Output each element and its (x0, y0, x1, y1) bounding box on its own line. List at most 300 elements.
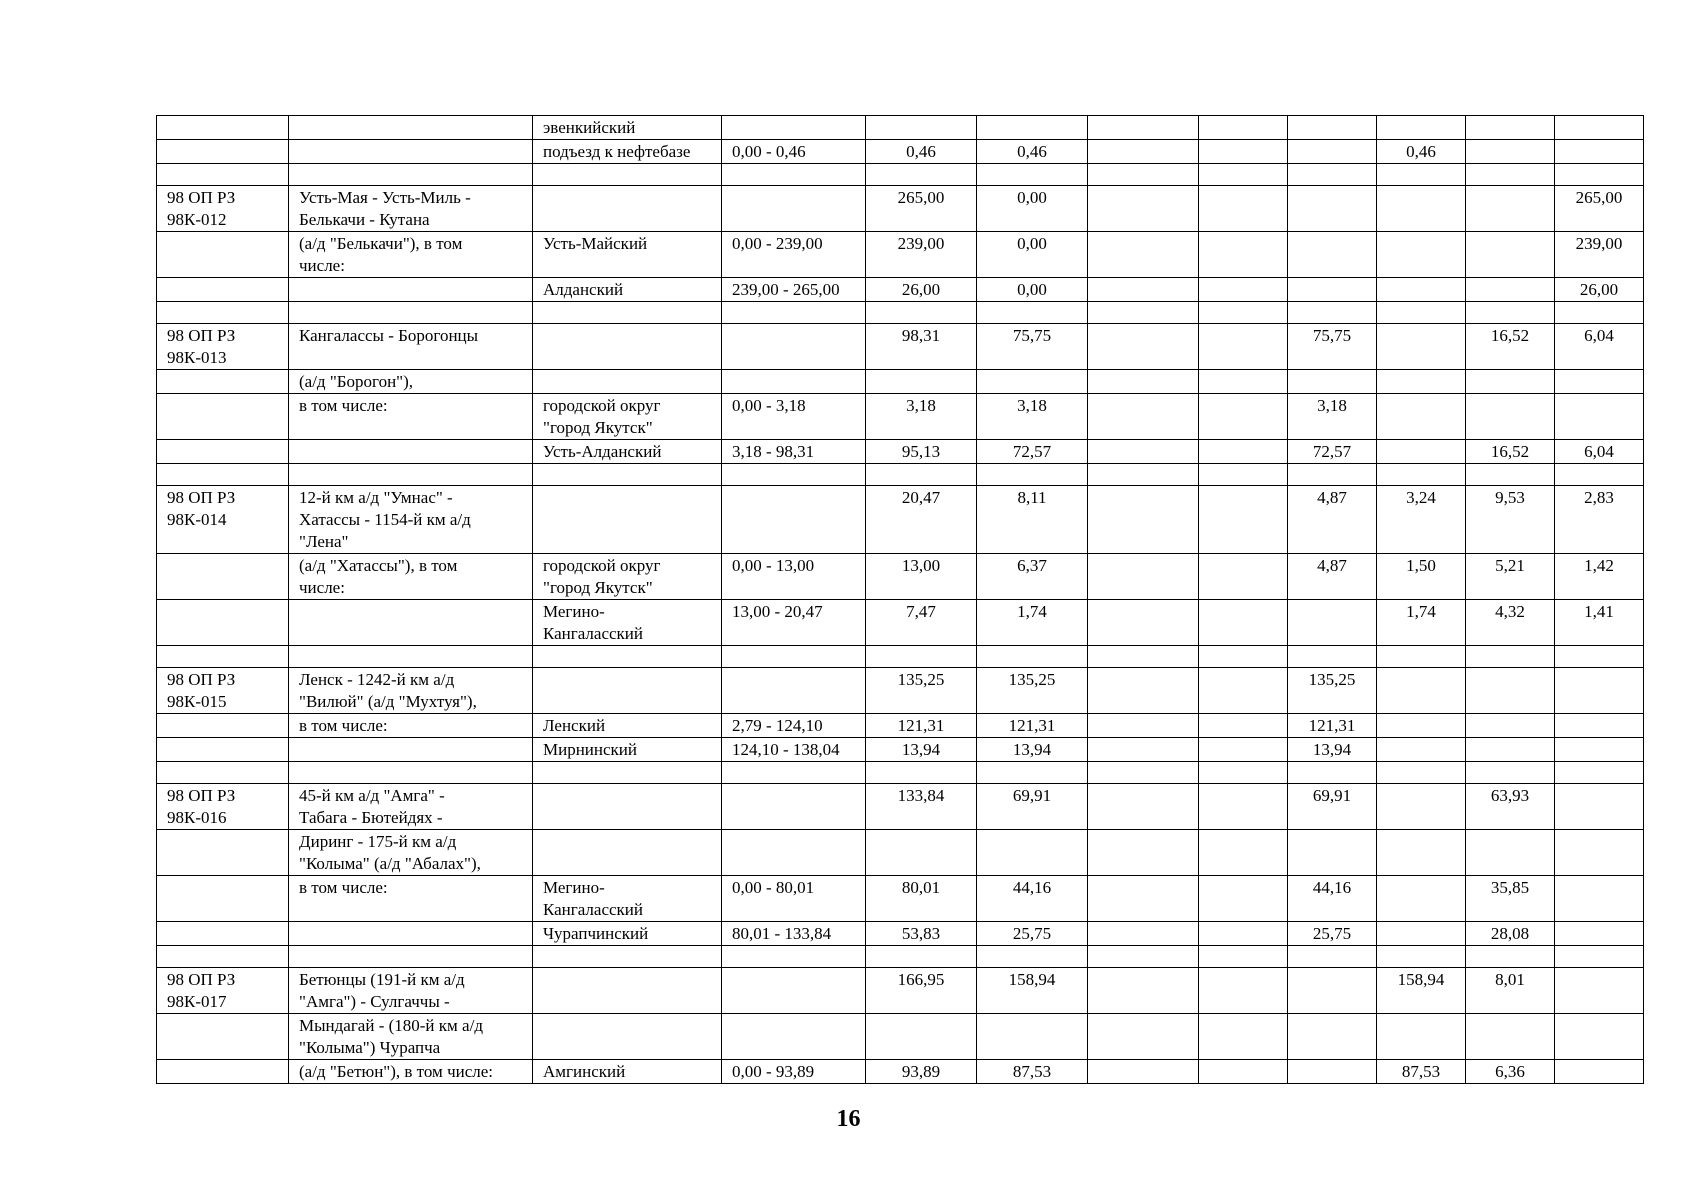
cell-road-id (157, 140, 289, 164)
cell-length-f (1466, 394, 1555, 440)
cell-road-id (157, 738, 289, 762)
cell-length-g (1555, 370, 1644, 394)
cell-road-id: 98 ОП РЗ 98К-016 (157, 784, 289, 830)
cell-length-e (1377, 784, 1466, 830)
cell-length-d (1288, 968, 1377, 1014)
cell-km-range (722, 830, 866, 876)
cell-road-name (289, 278, 533, 302)
cell-length-d (1288, 302, 1377, 324)
cell-length-b (1088, 600, 1199, 646)
cell-road-id (157, 762, 289, 784)
cell-length-total: 26,00 (866, 278, 977, 302)
cell-district (533, 486, 722, 554)
cell-road-name (289, 922, 533, 946)
table-row (157, 922, 1644, 946)
cell-length-d: 4,87 (1288, 554, 1377, 600)
cell-length-f (1466, 738, 1555, 762)
cell-length-f (1466, 140, 1555, 164)
cell-length-a: 72,57 (977, 440, 1088, 464)
cell-length-c (1199, 324, 1288, 370)
cell-length-a: 0,00 (977, 278, 1088, 302)
cell-road-id (157, 646, 289, 668)
cell-length-d (1288, 186, 1377, 232)
table-spacer-row (157, 302, 1644, 324)
cell-length-a: 69,91 (977, 784, 1088, 830)
cell-district (533, 370, 722, 394)
cell-length-e (1377, 646, 1466, 668)
cell-length-d (1288, 232, 1377, 278)
cell-length-f: 35,85 (1466, 876, 1555, 922)
cell-road-name: (а/д "Хатассы"), в том числе: (289, 554, 533, 600)
cell-length-a (977, 370, 1088, 394)
cell-length-a: 0,00 (977, 186, 1088, 232)
cell-length-a (977, 116, 1088, 140)
cell-km-range (722, 464, 866, 486)
cell-length-total (866, 116, 977, 140)
cell-length-f (1466, 668, 1555, 714)
cell-road-name: Мындагай - (180-й км а/д "Колыма") Чурапча (289, 1014, 533, 1060)
cell-length-d (1288, 600, 1377, 646)
cell-length-g (1555, 784, 1644, 830)
cell-length-g (1555, 922, 1644, 946)
cell-district: Мегино- Кангаласский (533, 600, 722, 646)
cell-length-d: 25,75 (1288, 922, 1377, 946)
cell-length-a: 158,94 (977, 968, 1088, 1014)
cell-length-d (1288, 1014, 1377, 1060)
cell-km-range: 13,00 - 20,47 (722, 600, 866, 646)
cell-length-a: 6,37 (977, 554, 1088, 600)
table-row (157, 830, 1644, 876)
cell-road-id (157, 464, 289, 486)
cell-length-b (1088, 1060, 1199, 1084)
cell-length-e (1377, 1014, 1466, 1060)
cell-length-c (1199, 302, 1288, 324)
table-row (157, 876, 1644, 922)
cell-road-name (289, 946, 533, 968)
cell-length-g (1555, 1060, 1644, 1084)
cell-length-e (1377, 876, 1466, 922)
table-row (157, 554, 1644, 600)
cell-length-b (1088, 668, 1199, 714)
cell-length-g (1555, 646, 1644, 668)
cell-length-a: 3,18 (977, 394, 1088, 440)
cell-length-a (977, 302, 1088, 324)
cell-km-range (722, 186, 866, 232)
cell-length-b (1088, 116, 1199, 140)
cell-km-range (722, 486, 866, 554)
cell-length-total (866, 1014, 977, 1060)
cell-district: Мегино- Кангаласский (533, 876, 722, 922)
table-row (157, 440, 1644, 464)
cell-district: Усть-Майский (533, 232, 722, 278)
cell-km-range (722, 324, 866, 370)
cell-length-e (1377, 762, 1466, 784)
cell-length-d (1288, 946, 1377, 968)
cell-length-g (1555, 762, 1644, 784)
cell-length-e: 1,50 (1377, 554, 1466, 600)
cell-length-c (1199, 600, 1288, 646)
cell-road-name: Ленск - 1242-й км а/д "Вилюй" (а/д "Мухтуя"), (289, 668, 533, 714)
cell-length-total: 166,95 (866, 968, 977, 1014)
cell-length-e (1377, 440, 1466, 464)
cell-road-id (157, 302, 289, 324)
cell-length-g (1555, 1014, 1644, 1060)
cell-km-range: 80,01 - 133,84 (722, 922, 866, 946)
cell-length-c (1199, 784, 1288, 830)
cell-km-range (722, 302, 866, 324)
cell-road-id (157, 554, 289, 600)
cell-length-a: 8,11 (977, 486, 1088, 554)
cell-length-b (1088, 784, 1199, 830)
cell-length-b (1088, 1014, 1199, 1060)
cell-length-b (1088, 922, 1199, 946)
cell-length-c (1199, 738, 1288, 762)
table-spacer-row (157, 646, 1644, 668)
cell-length-a: 0,46 (977, 140, 1088, 164)
cell-length-f (1466, 370, 1555, 394)
cell-length-g: 2,83 (1555, 486, 1644, 554)
cell-length-b (1088, 394, 1199, 440)
cell-road-id (157, 1060, 289, 1084)
cell-district (533, 464, 722, 486)
cell-length-g (1555, 830, 1644, 876)
cell-district (533, 946, 722, 968)
cell-road-name (289, 140, 533, 164)
cell-road-id: 98 ОП РЗ 98К-013 (157, 324, 289, 370)
table-row (157, 324, 1644, 370)
table-row (157, 1014, 1644, 1060)
cell-length-e: 0,46 (1377, 140, 1466, 164)
cell-road-id (157, 164, 289, 186)
cell-length-e: 3,24 (1377, 486, 1466, 554)
cell-length-e (1377, 830, 1466, 876)
table-row (157, 232, 1644, 278)
table-row (157, 186, 1644, 232)
cell-district: городской округ "город Якутск" (533, 394, 722, 440)
cell-length-f (1466, 830, 1555, 876)
cell-length-g (1555, 738, 1644, 762)
cell-km-range: 2,79 - 124,10 (722, 714, 866, 738)
cell-length-c (1199, 116, 1288, 140)
cell-length-f: 5,21 (1466, 554, 1555, 600)
cell-length-f (1466, 1014, 1555, 1060)
cell-length-b (1088, 370, 1199, 394)
cell-length-d (1288, 464, 1377, 486)
table-row (157, 1060, 1644, 1084)
cell-length-e (1377, 324, 1466, 370)
cell-road-id (157, 1014, 289, 1060)
cell-road-id: 98 ОП РЗ 98К-012 (157, 186, 289, 232)
cell-length-c (1199, 232, 1288, 278)
cell-length-total: 121,31 (866, 714, 977, 738)
cell-length-b (1088, 186, 1199, 232)
cell-length-c (1199, 440, 1288, 464)
cell-length-g: 6,04 (1555, 324, 1644, 370)
cell-road-name: 45-й км а/д "Амга" - Табага - Бютейдях - (289, 784, 533, 830)
cell-length-d: 4,87 (1288, 486, 1377, 554)
cell-length-c (1199, 486, 1288, 554)
cell-length-total: 95,13 (866, 440, 977, 464)
table-row (157, 370, 1644, 394)
cell-length-e (1377, 922, 1466, 946)
cell-length-c (1199, 1014, 1288, 1060)
cell-km-range (722, 762, 866, 784)
cell-length-a: 135,25 (977, 668, 1088, 714)
table-spacer-row (157, 464, 1644, 486)
table-row (157, 486, 1644, 554)
cell-length-f: 16,52 (1466, 324, 1555, 370)
cell-length-c (1199, 922, 1288, 946)
cell-length-a: 44,16 (977, 876, 1088, 922)
cell-district (533, 968, 722, 1014)
cell-km-range: 0,00 - 13,00 (722, 554, 866, 600)
cell-district (533, 324, 722, 370)
cell-length-total: 239,00 (866, 232, 977, 278)
cell-length-g: 1,42 (1555, 554, 1644, 600)
cell-length-e (1377, 370, 1466, 394)
cell-length-a (977, 646, 1088, 668)
cell-length-a (977, 464, 1088, 486)
cell-district: Мирнинский (533, 738, 722, 762)
cell-length-c (1199, 646, 1288, 668)
cell-km-range (722, 1014, 866, 1060)
cell-length-b (1088, 830, 1199, 876)
cell-length-a (977, 830, 1088, 876)
cell-length-a: 13,94 (977, 738, 1088, 762)
cell-length-e: 1,74 (1377, 600, 1466, 646)
table-row (157, 600, 1644, 646)
cell-length-b (1088, 302, 1199, 324)
cell-road-name (289, 646, 533, 668)
cell-road-name (289, 302, 533, 324)
cell-length-g (1555, 968, 1644, 1014)
cell-length-e: 158,94 (1377, 968, 1466, 1014)
cell-road-id: 98 ОП РЗ 98К-015 (157, 668, 289, 714)
cell-length-d (1288, 370, 1377, 394)
cell-road-name: Кангалассы - Борогонцы (289, 324, 533, 370)
cell-length-d (1288, 1060, 1377, 1084)
cell-road-id: 98 ОП РЗ 98К-017 (157, 968, 289, 1014)
cell-km-range: 124,10 - 138,04 (722, 738, 866, 762)
cell-road-name: 12-й км а/д "Умнас" - Хатассы - 1154-й км а/д "Лена" (289, 486, 533, 554)
cell-length-total (866, 370, 977, 394)
cell-length-c (1199, 554, 1288, 600)
cell-road-name (289, 116, 533, 140)
cell-length-b (1088, 714, 1199, 738)
cell-length-g: 1,41 (1555, 600, 1644, 646)
cell-km-range: 0,00 - 0,46 (722, 140, 866, 164)
cell-length-c (1199, 946, 1288, 968)
cell-length-c (1199, 830, 1288, 876)
cell-length-a: 75,75 (977, 324, 1088, 370)
cell-km-range (722, 370, 866, 394)
cell-length-d (1288, 140, 1377, 164)
cell-length-d: 75,75 (1288, 324, 1377, 370)
cell-road-id (157, 830, 289, 876)
cell-length-c (1199, 164, 1288, 186)
cell-district: городской округ "город Якутск" (533, 554, 722, 600)
cell-road-name: (а/д "Бетюн"), в том числе: (289, 1060, 533, 1084)
cell-length-d (1288, 278, 1377, 302)
cell-length-f (1466, 762, 1555, 784)
cell-district: подъезд к нефтебазе (533, 140, 722, 164)
cell-length-total (866, 946, 977, 968)
cell-length-total: 53,83 (866, 922, 977, 946)
cell-length-c (1199, 186, 1288, 232)
cell-length-a (977, 164, 1088, 186)
table-body (157, 116, 1644, 1084)
cell-road-id (157, 232, 289, 278)
cell-length-b (1088, 946, 1199, 968)
cell-road-name: в том числе: (289, 714, 533, 738)
cell-length-b (1088, 324, 1199, 370)
cell-length-f (1466, 116, 1555, 140)
cell-length-e (1377, 278, 1466, 302)
cell-length-a (977, 762, 1088, 784)
cell-district (533, 830, 722, 876)
cell-district: Алданский (533, 278, 722, 302)
cell-length-c (1199, 394, 1288, 440)
cell-road-name (289, 600, 533, 646)
table-spacer-row (157, 762, 1644, 784)
cell-length-g: 6,04 (1555, 440, 1644, 464)
cell-road-id (157, 394, 289, 440)
cell-length-f (1466, 278, 1555, 302)
cell-length-g (1555, 464, 1644, 486)
cell-km-range (722, 968, 866, 1014)
cell-km-range: 0,00 - 239,00 (722, 232, 866, 278)
cell-district (533, 186, 722, 232)
cell-length-total (866, 646, 977, 668)
cell-length-c (1199, 278, 1288, 302)
cell-length-a: 0,00 (977, 232, 1088, 278)
cell-length-b (1088, 876, 1199, 922)
cell-road-name (289, 440, 533, 464)
cell-length-b (1088, 646, 1199, 668)
cell-length-f (1466, 186, 1555, 232)
cell-length-f (1466, 464, 1555, 486)
cell-length-f: 63,93 (1466, 784, 1555, 830)
cell-km-range (722, 784, 866, 830)
cell-length-g (1555, 394, 1644, 440)
cell-road-id (157, 600, 289, 646)
cell-length-d (1288, 116, 1377, 140)
cell-length-f: 9,53 (1466, 486, 1555, 554)
cell-length-g (1555, 140, 1644, 164)
cell-district (533, 302, 722, 324)
cell-length-a: 121,31 (977, 714, 1088, 738)
cell-length-b (1088, 968, 1199, 1014)
cell-length-c (1199, 140, 1288, 164)
cell-length-total (866, 762, 977, 784)
cell-length-a: 87,53 (977, 1060, 1088, 1084)
cell-road-name (289, 464, 533, 486)
cell-district (533, 646, 722, 668)
cell-road-name: в том числе: (289, 876, 533, 922)
cell-length-e (1377, 714, 1466, 738)
cell-length-c (1199, 968, 1288, 1014)
cell-length-g (1555, 116, 1644, 140)
cell-length-d: 72,57 (1288, 440, 1377, 464)
cell-length-f: 8,01 (1466, 968, 1555, 1014)
cell-length-total: 265,00 (866, 186, 977, 232)
cell-length-e (1377, 464, 1466, 486)
cell-length-g (1555, 302, 1644, 324)
table-row (157, 668, 1644, 714)
cell-road-name: в том числе: (289, 394, 533, 440)
table-row (157, 784, 1644, 830)
cell-road-name: (а/д "Борогон"), (289, 370, 533, 394)
cell-road-name: Диринг - 175-й км а/д "Колыма" (а/д "Абалах"), (289, 830, 533, 876)
cell-length-total (866, 830, 977, 876)
cell-length-g (1555, 668, 1644, 714)
cell-length-g (1555, 714, 1644, 738)
table-row (157, 738, 1644, 762)
cell-km-range (722, 164, 866, 186)
cell-length-total: 98,31 (866, 324, 977, 370)
cell-length-a (977, 1014, 1088, 1060)
cell-length-f (1466, 714, 1555, 738)
cell-length-b (1088, 278, 1199, 302)
cell-length-c (1199, 464, 1288, 486)
cell-length-c (1199, 762, 1288, 784)
cell-length-d: 44,16 (1288, 876, 1377, 922)
cell-length-g: 239,00 (1555, 232, 1644, 278)
table-row (157, 116, 1644, 140)
cell-road-name (289, 164, 533, 186)
cell-length-f: 6,36 (1466, 1060, 1555, 1084)
cell-length-f (1466, 646, 1555, 668)
cell-length-c (1199, 714, 1288, 738)
cell-district: Чурапчинский (533, 922, 722, 946)
road-register-table (156, 115, 1644, 1084)
cell-road-id (157, 116, 289, 140)
cell-length-total: 13,00 (866, 554, 977, 600)
cell-road-id (157, 714, 289, 738)
cell-length-b (1088, 554, 1199, 600)
table-spacer-row (157, 946, 1644, 968)
cell-length-a: 25,75 (977, 922, 1088, 946)
table-row (157, 140, 1644, 164)
cell-length-g: 265,00 (1555, 186, 1644, 232)
cell-km-range: 0,00 - 3,18 (722, 394, 866, 440)
cell-length-d (1288, 646, 1377, 668)
cell-road-name (289, 738, 533, 762)
cell-length-g: 26,00 (1555, 278, 1644, 302)
cell-district (533, 784, 722, 830)
cell-length-total: 135,25 (866, 668, 977, 714)
cell-length-total (866, 164, 977, 186)
cell-district: эвенкийский (533, 116, 722, 140)
cell-road-name: Бетюнцы (191-й км а/д "Амга") - Сулгаччы - (289, 968, 533, 1014)
cell-length-e (1377, 946, 1466, 968)
cell-length-e (1377, 668, 1466, 714)
cell-length-d: 121,31 (1288, 714, 1377, 738)
cell-length-f: 28,08 (1466, 922, 1555, 946)
cell-district (533, 762, 722, 784)
cell-length-d (1288, 762, 1377, 784)
cell-length-total: 133,84 (866, 784, 977, 830)
cell-length-a (977, 946, 1088, 968)
cell-length-b (1088, 164, 1199, 186)
cell-length-e (1377, 394, 1466, 440)
cell-length-g (1555, 946, 1644, 968)
cell-district (533, 1014, 722, 1060)
cell-length-total: 20,47 (866, 486, 977, 554)
cell-length-d: 69,91 (1288, 784, 1377, 830)
cell-length-total (866, 302, 977, 324)
cell-road-id (157, 370, 289, 394)
